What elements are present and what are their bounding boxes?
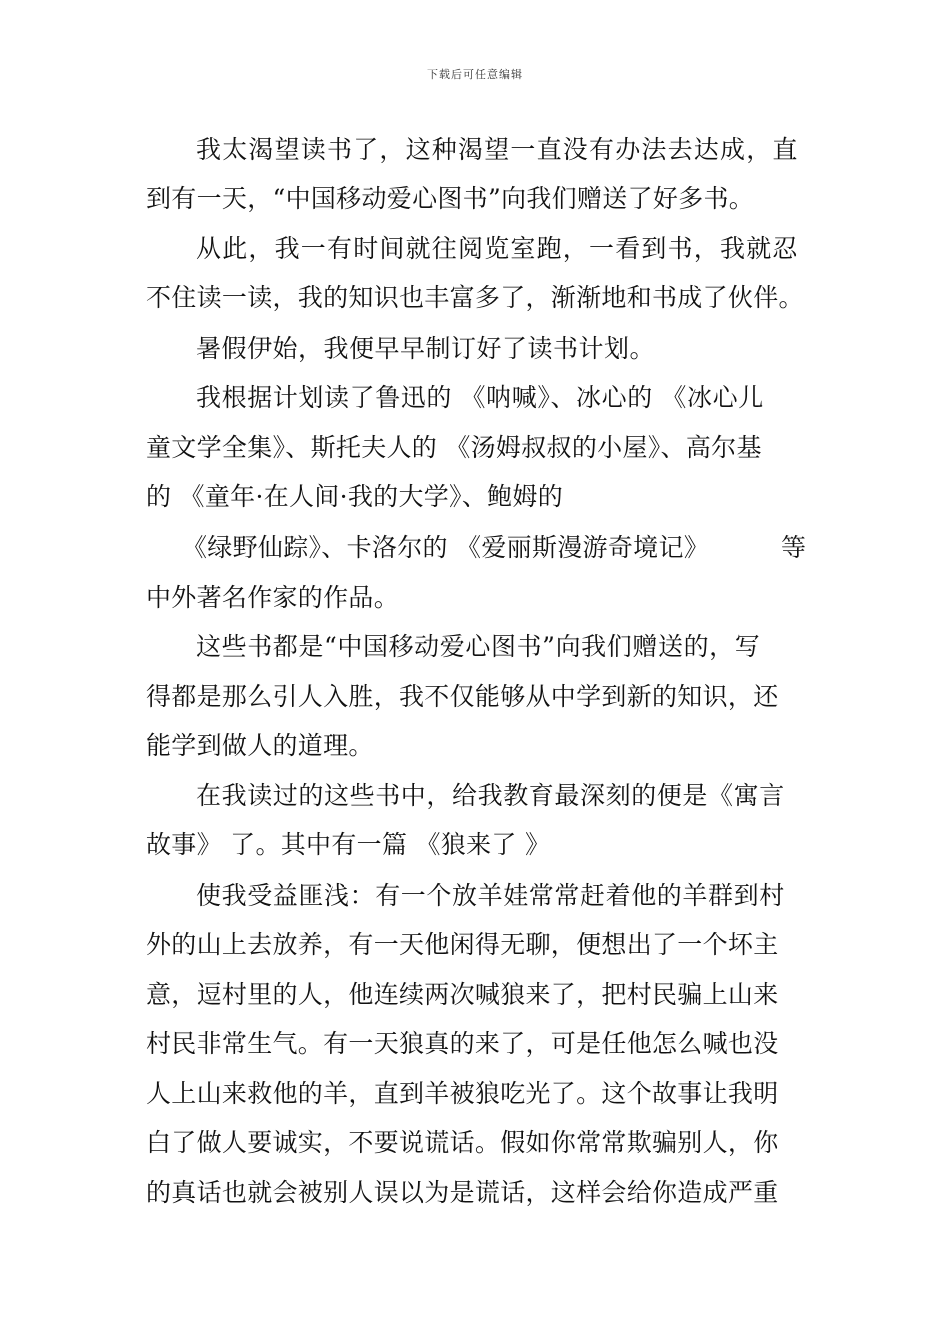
body-line: 村民非常生气。有一天狼真的来了，可是任他怎么喊也没 xyxy=(146,1029,779,1058)
body-line: 等 xyxy=(780,533,806,562)
body-line: 暑假伊始，我便早早制订好了读书计划。 xyxy=(196,334,656,363)
body-line: 意，逗村里的人，他连续两次喊狼来了，把村民骗上山来 xyxy=(146,980,779,1009)
body-line: 童文学全集》、斯托夫人的 《汤姆叔叔的小屋》、高尔基 xyxy=(146,433,762,462)
body-line: 我根据计划读了鲁迅的 《呐喊》、冰心的 《冰心儿 xyxy=(196,383,764,412)
body-line: 在我读过的这些书中，给我教育最深刻的便是《寓言 xyxy=(196,781,785,810)
body-line: 到有一天，“中国移动爱心图书”向我们赠送了好多书。 xyxy=(146,184,755,213)
body-line: 的真话也就会被别人误以为是谎话，这样会给你造成严重 xyxy=(146,1178,779,1207)
body-line: 人上山来救他的羊，直到羊被狼吃光了。这个故事让我明 xyxy=(146,1079,779,1108)
body-line: 得都是那么引人入胜，我不仅能够从中学到新的知识，还 xyxy=(146,682,779,711)
body-line: 白了做人要诚实，不要说谎话。假如你常常欺骗别人，你 xyxy=(146,1128,779,1157)
body-line: 我太渴望读书了，这种渴望一直没有办法去达成，直 xyxy=(196,135,799,164)
body-line: 不住读一读，我的知识也丰富多了，渐渐地和书成了伙伴。 xyxy=(146,283,804,312)
body-line: 使我受益匪浅：有一个放羊娃常常赶着他的羊群到村 xyxy=(196,881,785,910)
body-line: 故事》 了。其中有一篇 《狼来了 》 xyxy=(146,830,551,859)
body-line: 这些书都是“中国移动爱心图书”向我们赠送的，写 xyxy=(196,632,761,661)
body-line: 能学到做人的道理。 xyxy=(146,731,374,760)
body-line: 的 《童年·在人间·我的大学》、鲍姆的 xyxy=(146,482,564,511)
header-note: 下载后可任意编辑 xyxy=(427,68,523,81)
body-line: 《绿野仙踪》、卡洛尔的 《爱丽斯漫游奇境记》 xyxy=(182,533,710,562)
body-line: 从此，我一有时间就往阅览室跑，一看到书，我就忍 xyxy=(196,234,799,263)
body-line: 中外著名作家的作品。 xyxy=(146,583,400,612)
body-line: 外的山上去放养，有一天他闲得无聊，便想出了一个坏主 xyxy=(146,930,779,959)
